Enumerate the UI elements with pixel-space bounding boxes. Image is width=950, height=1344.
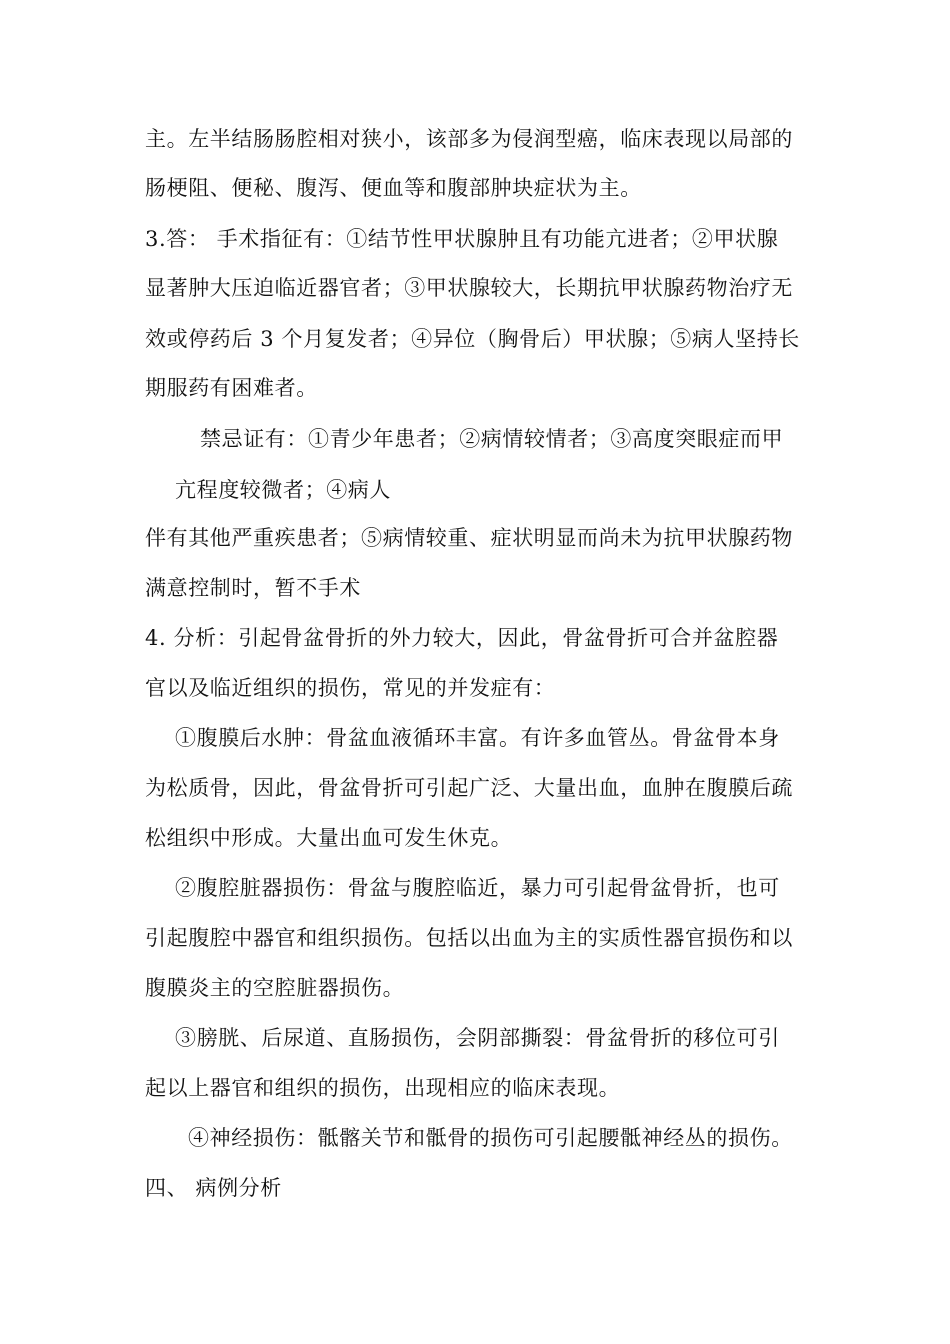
text-line: ③膀胱、后尿道、直肠损伤，会阴部撕裂：骨盆骨折的移位可引 (175, 1026, 780, 1050)
text-line: 官以及临近组织的损伤，常见的并发症有： (145, 676, 556, 700)
text-line: ②腹腔脏器损伤：骨盆与腹腔临近，暴力可引起骨盆骨折，也可 (175, 876, 780, 900)
text-line: 引起腹腔中器官和组织损伤。包括以出血为主的实质性器官损伤和以 (145, 926, 793, 950)
text-line: 显著肿大压迫临近器官者；③甲状腺较大，长期抗甲状腺药物治疗无 (145, 276, 793, 300)
text-line: 亢程度较微者；④病人 (175, 478, 391, 502)
text-line: 腹膜炎主的空腔脏器损伤。 (145, 976, 405, 1000)
text-line: 主。左半结肠肠腔相对狭小，该部多为侵润型癌，临床表现以局部的 (145, 127, 793, 151)
text-line: 3.答： 手术指征有：①结节性甲状腺肿且有功能亢进者；②甲状腺 (145, 227, 779, 251)
text-line: 松组织中形成。大量出血可发生休克。 (145, 826, 513, 850)
text-line: 效或停药后 3 个月复发者；④异位（胸骨后）甲状腺；⑤病人坚持长 (145, 327, 800, 351)
text-line: 满意控制时，暂不手术 (145, 576, 361, 600)
text-line: 期服药有困难者。 (145, 376, 318, 400)
text-line: 4. 分析：引起骨盆骨折的外力较大，因此，骨盆骨折可合并盆腔器 (145, 626, 779, 650)
text-line: 禁忌证有：①青少年患者；②病情较情者；③高度突眼症而甲 (200, 427, 784, 451)
text-line: 为松质骨，因此，骨盆骨折可引起广泛、大量出血，血肿在腹膜后疏 (145, 776, 793, 800)
text-line: ④神经损伤：骶髂关节和骶骨的损伤可引起腰骶神经丛的损伤。 (188, 1126, 793, 1150)
text-line: 起以上器官和组织的损伤，出现相应的临床表现。 (145, 1076, 621, 1100)
text-line: 伴有其他严重疾患者；⑤病情较重、症状明显而尚未为抗甲状腺药物 (145, 526, 793, 550)
section-heading: 四、 病例分析 (145, 1176, 282, 1200)
text-line: 肠梗阻、便秘、腹泻、便血等和腹部肿块症状为主。 (145, 176, 642, 200)
text-line: ①腹膜后水肿：骨盆血液循环丰富。有许多血管丛。骨盆骨本身 (175, 726, 780, 750)
